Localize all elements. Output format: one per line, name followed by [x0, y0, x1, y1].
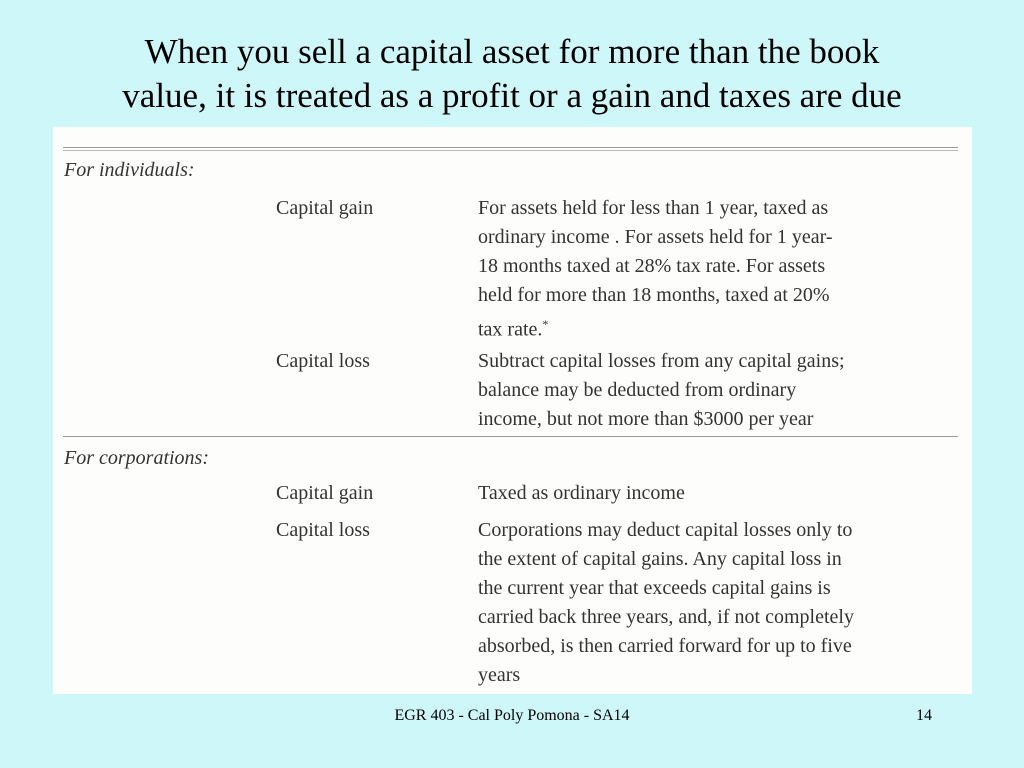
title-line-2: value, it is treated as a profit or a gain and taxes are due — [122, 76, 902, 115]
desc-line: income, but not more than $3000 per year — [478, 408, 814, 430]
desc-line: Corporations may deduct capital losses only to — [478, 519, 853, 541]
desc-line: years — [478, 664, 521, 686]
individual-capital-gain-desc — [478, 194, 958, 345]
slide-title — [0, 30, 1024, 118]
desc-line: ordinary income . For assets held for 1 year- — [478, 226, 833, 248]
desc-line: the current year that exceeds capital gains is — [478, 577, 831, 599]
desc-line: carried back three years, and, if not completely — [478, 606, 854, 628]
desc-line: absorbed, is then carried forward for up to five — [478, 635, 852, 657]
individual-capital-gain-term: Capital gain — [276, 197, 374, 219]
section-corporations-heading: For corporations: — [64, 447, 209, 469]
desc-line: Subtract capital losses from any capital gains; — [478, 350, 845, 372]
tax-rules-table — [53, 127, 972, 694]
footnote-mark: * — [542, 317, 549, 331]
footer-course: EGR 403 - Cal Poly Pomona - SA14 — [394, 707, 630, 724]
individual-capital-loss-term: Capital loss — [276, 350, 370, 372]
desc-line: 18 months taxed at 28% tax rate. For assets — [478, 255, 826, 277]
desc-line: the extent of capital gains. Any capital loss in — [478, 548, 842, 570]
desc-line: held for more than 18 months, taxed at 20% — [478, 284, 830, 306]
desc-line: Taxed as ordinary income — [478, 482, 685, 504]
desc-line: For assets held for less than 1 year, taxed as — [478, 197, 829, 219]
corporate-capital-loss-term: Capital loss — [276, 519, 370, 541]
page-number: 14 — [916, 707, 932, 724]
desc-line: balance may be deducted from ordinary — [478, 379, 797, 401]
top-rule — [63, 147, 958, 148]
corporate-capital-gain-term: Capital gain — [276, 482, 374, 504]
desc-line-text: tax rate. — [478, 318, 543, 341]
individual-capital-loss-desc — [478, 347, 958, 434]
section-individuals-heading: For individuals: — [64, 159, 195, 181]
corporate-capital-gain-desc — [478, 479, 958, 508]
corporate-capital-loss-desc — [478, 516, 958, 690]
desc-line — [478, 310, 958, 345]
section-divider — [63, 436, 958, 437]
title-line-1: When you sell a capital asset for more than the book — [144, 32, 880, 71]
